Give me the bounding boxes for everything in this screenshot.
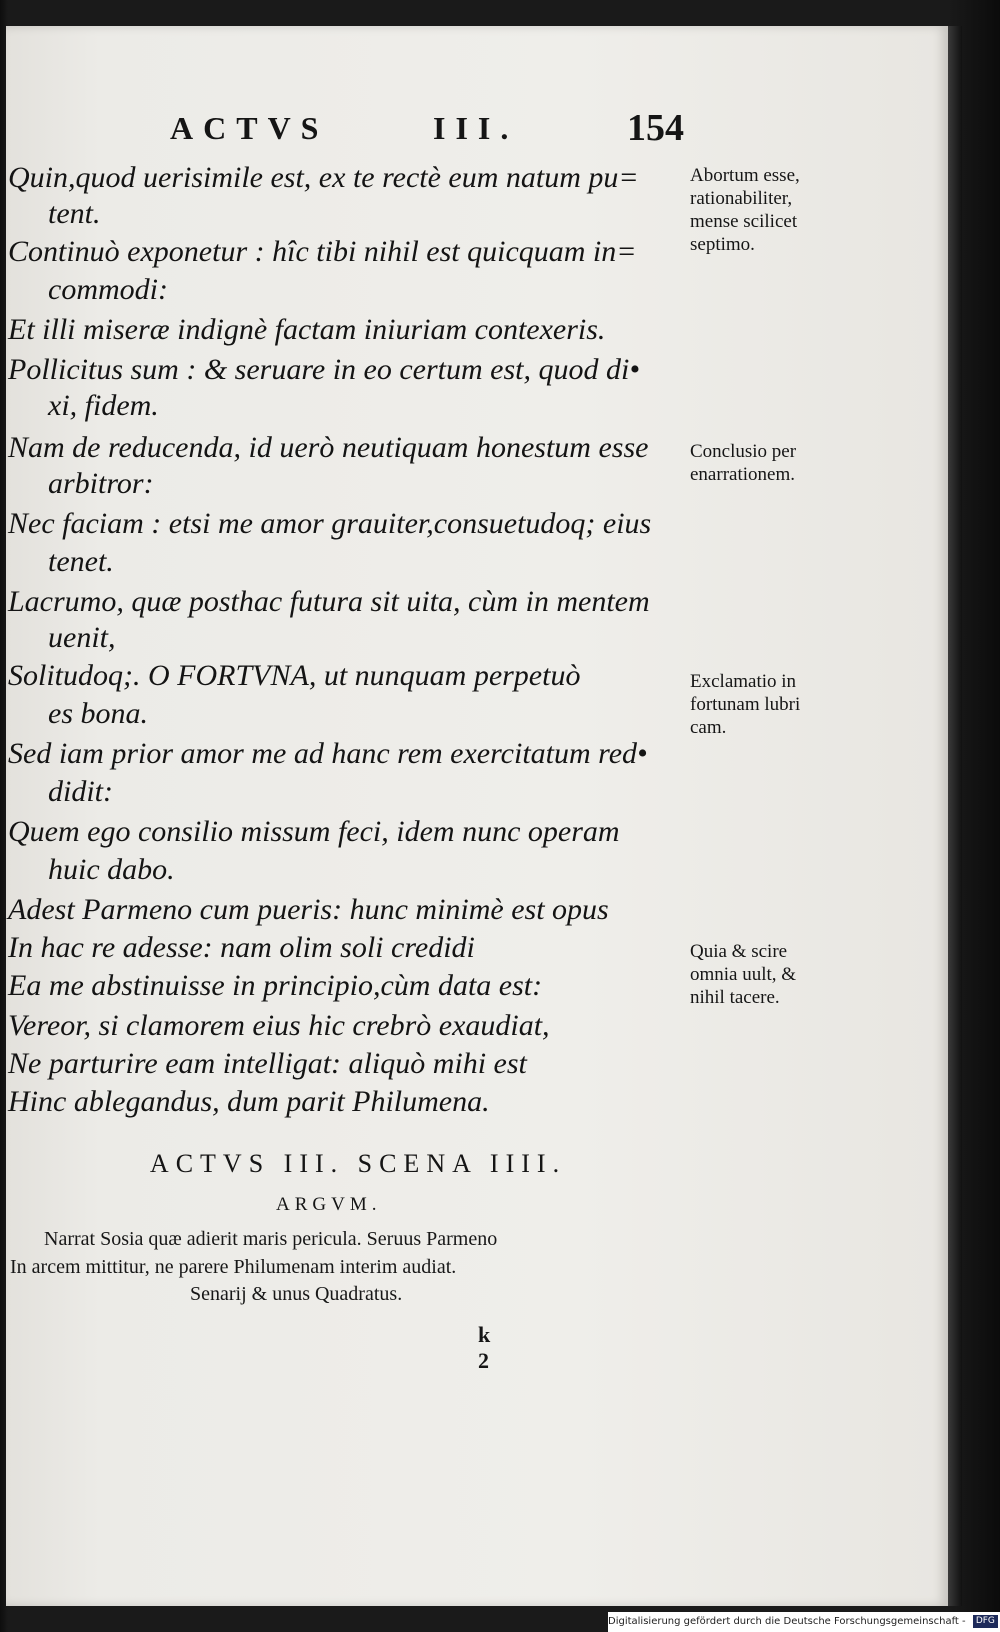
note-line: enarrationem. xyxy=(690,464,795,485)
argument-line: In arcem mittitur, ne parere Philumenam interim audiat. xyxy=(10,1256,457,1278)
running-header xyxy=(170,107,690,150)
verse-line: Ea me abstinuisse in principio,cùm data est: xyxy=(8,969,543,1002)
page-number: 154 xyxy=(627,107,684,149)
note-line: omnia uult, & xyxy=(690,964,797,985)
note-line: Quia & scire xyxy=(690,941,788,962)
marginal-note xyxy=(690,670,870,739)
verse-line: Lacrumo, quæ posthac futura sit uita, cùm in mentem xyxy=(8,585,650,618)
verse-line-continuation: tenet. xyxy=(48,545,114,578)
note-line: mense scilicet xyxy=(690,211,798,232)
verse-line: Solitudoq;. O FORTVNA, ut nunquam perpetuò xyxy=(8,659,581,692)
verse-line: Adest Parmeno cum pueris: hunc minimè est opus xyxy=(8,893,609,926)
marginal-note xyxy=(690,440,870,486)
verse-line: Et illi miseræ indignè factam iniuriam contexeris. xyxy=(8,313,606,346)
footer-text: Digitalisierung gefördert durch die Deutsche Forschungsgemeinschaft - xyxy=(608,1616,966,1627)
marginal-note xyxy=(690,164,870,256)
note-line: cam. xyxy=(690,717,727,738)
argument-line: Narrat Sosia quæ adierit maris pericula. Seruus Parmeno xyxy=(44,1228,498,1250)
note-line: septimo. xyxy=(690,234,755,255)
marginal-note xyxy=(690,940,870,1009)
note-line: rationabiliter, xyxy=(690,188,793,209)
note-line: fortunam lubri xyxy=(690,694,801,715)
verse-line-continuation: huic dabo. xyxy=(48,853,175,886)
verse-line-continuation: tent. xyxy=(48,197,101,230)
verse-line-continuation: arbitror: xyxy=(48,467,154,500)
note-line: Conclusio per xyxy=(690,441,797,462)
note-line: nihil tacere. xyxy=(690,987,780,1008)
verse-line: Ne parturire eam intelligat: aliquò mihi est xyxy=(8,1047,527,1080)
verse-line: Nam de reducenda, id uerò neutiquam honestum esse xyxy=(8,431,649,464)
footer-credit xyxy=(608,1612,1000,1632)
scene-heading: ACTVS III. SCENA IIII. xyxy=(149,1149,567,1178)
verse-line-continuation: didit: xyxy=(48,775,113,808)
verse-line-continuation: xi, fidem. xyxy=(48,389,159,422)
argument-line: Senarij & unus Quadratus. xyxy=(190,1283,403,1305)
verse-line: In hac re adesse: nam olim soli credidi xyxy=(8,931,475,964)
header-act-label: ACTVS xyxy=(170,110,329,146)
page-edge xyxy=(948,26,962,1606)
dfg-logo: DFG xyxy=(973,1615,998,1628)
verse-line-continuation: commodi: xyxy=(48,273,168,306)
note-line: Abortum esse, xyxy=(690,165,800,186)
note-line: Exclamatio in xyxy=(690,671,797,692)
verse-line: Quem ego consilio missum feci, idem nunc operam xyxy=(8,815,620,848)
header-act-number: III. xyxy=(433,110,519,146)
verse-line-continuation: uenit, xyxy=(48,621,116,654)
verse-line: Continuò exponetur : hîc tibi nihil est quicquam in= xyxy=(8,235,637,268)
verse-line: Vereor, si clamorem eius hic crebrò exaudiat, xyxy=(8,1009,550,1042)
verse-line: Hinc ablegandus, dum parit Philumena. xyxy=(8,1085,490,1118)
argument-label: ARGVM. xyxy=(276,1194,382,1215)
signature-mark: k 2 xyxy=(478,1322,509,1373)
verse-line: Quin,quod uerisimile est, ex te rectè eum natum pu= xyxy=(8,161,639,194)
verse-line: Sed iam prior amor me ad hanc rem exercitatum red• xyxy=(8,737,648,770)
verse-line-continuation: es bona. xyxy=(48,697,148,730)
verse-line: Nec faciam : etsi me amor grauiter,consuetudoq; eius xyxy=(8,507,652,540)
verse-line: Pollicitus sum : & seruare in eo certum est, quod di• xyxy=(8,353,640,386)
